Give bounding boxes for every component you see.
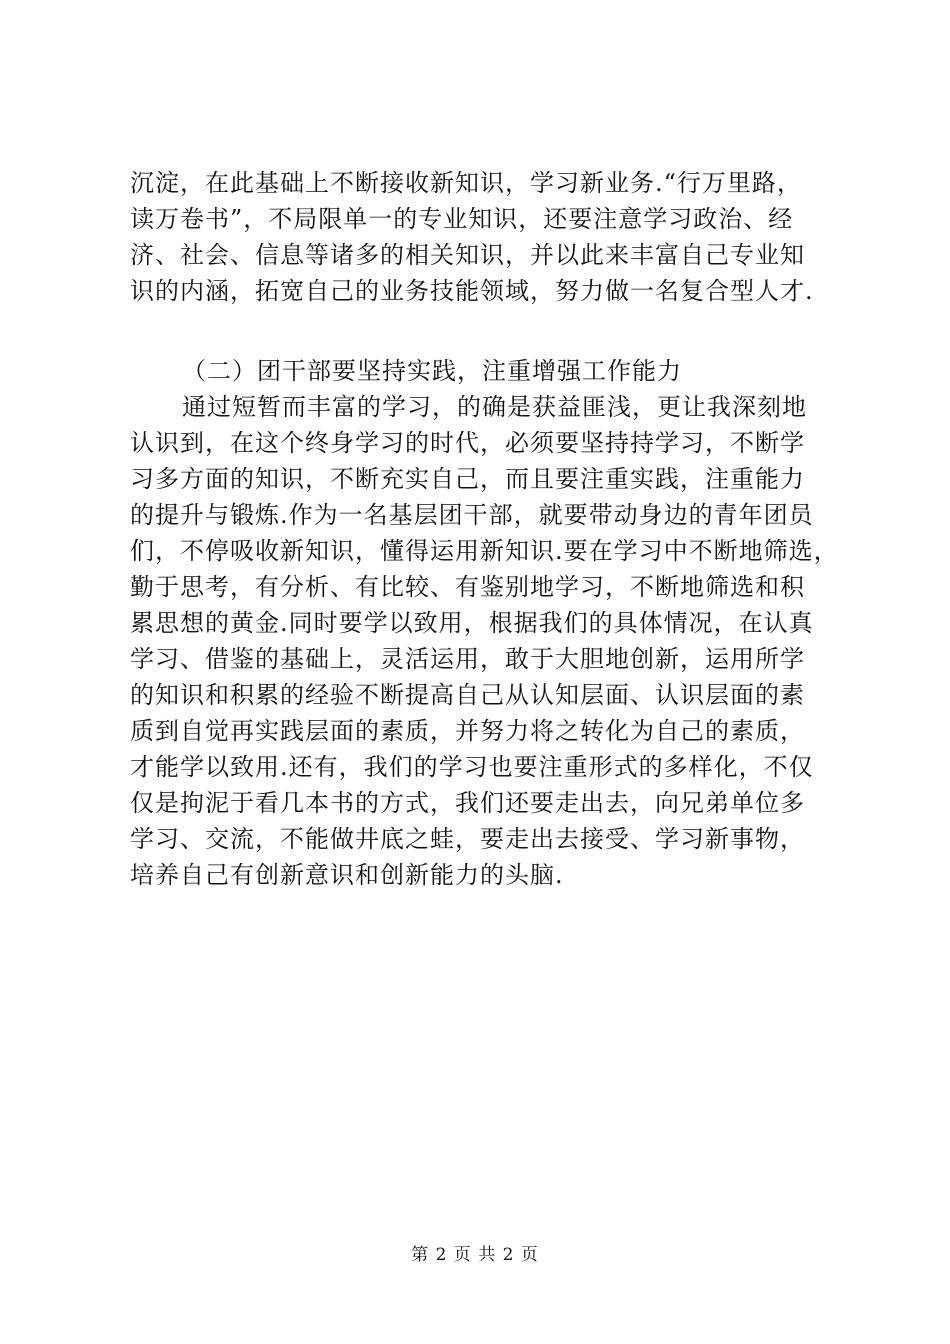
text-line: 通过短暂而丰富的学习，的确是获益匪浅，更让我深刻地 — [182, 393, 807, 421]
text-line: 培养自己有创新意识和创新能力的头脑. — [130, 861, 564, 889]
text-line: 济、社会、信息等诸多的相关知识，并以此来丰富自己专业知 — [130, 241, 805, 269]
paragraph-2 — [130, 389, 839, 893]
document-body — [130, 165, 839, 893]
text-line: 识的内涵，拓宽自己的业务技能领域，努力做一名复合型人才. — [130, 277, 814, 305]
text-line: 习多方面的知识，不断充实自己，而且要注重实践，注重能力 — [130, 465, 805, 493]
page-footer: 第 2 页 共 2 页 — [411, 1245, 539, 1265]
text-line: 勤于思考，有分析、有比较、有鉴别地学习，不断地筛选和积 — [130, 573, 805, 601]
text-line: 沉淀，在此基础上不断接收新知识，学习新业务.“行万里路， — [130, 169, 802, 197]
text-line: 学习、交流，不能做井底之蛙，要走出去接受、学习新事物， — [130, 825, 805, 853]
text-line: 读万卷书”，不局限单一的专业知识，还要注意学习政治、经 — [130, 205, 794, 233]
text-line: 的知识和积累的经验不断提高自己从认知层面、认识层面的素 — [130, 681, 805, 709]
text-line: 的提升与锻炼.作为一名基层团干部，就要带动身边的青年团员 — [130, 501, 814, 529]
text-line: 仅是拘泥于看几本书的方式，我们还要走出去，向兄弟单位多 — [130, 789, 805, 817]
text-line: 才能学以致用.还有，我们的学习也要注重形式的多样化，不仅 — [130, 753, 814, 781]
paragraph-1 — [130, 165, 830, 309]
text-line: 质到自觉再实践层面的素质，并努力将之转化为自己的素质， — [130, 717, 805, 745]
paragraph-spacer — [130, 309, 830, 353]
text-line: 累思想的黄金.同时要学以致用，根据我们的具体情况，在认真 — [130, 609, 814, 637]
section-heading: （二）团干部要坚持实践，注重增强工作能力 — [182, 357, 682, 385]
text-line: 学习、借鉴的基础上，灵活运用，敢于大胆地创新，运用所学 — [130, 645, 805, 673]
text-line: 们，不停吸收新知识，懂得运用新知识.要在学习中不断地筛选， — [130, 537, 839, 565]
text-line: 认识到，在这个终身学习的时代，必须要坚持持学习，不断学 — [130, 429, 805, 457]
